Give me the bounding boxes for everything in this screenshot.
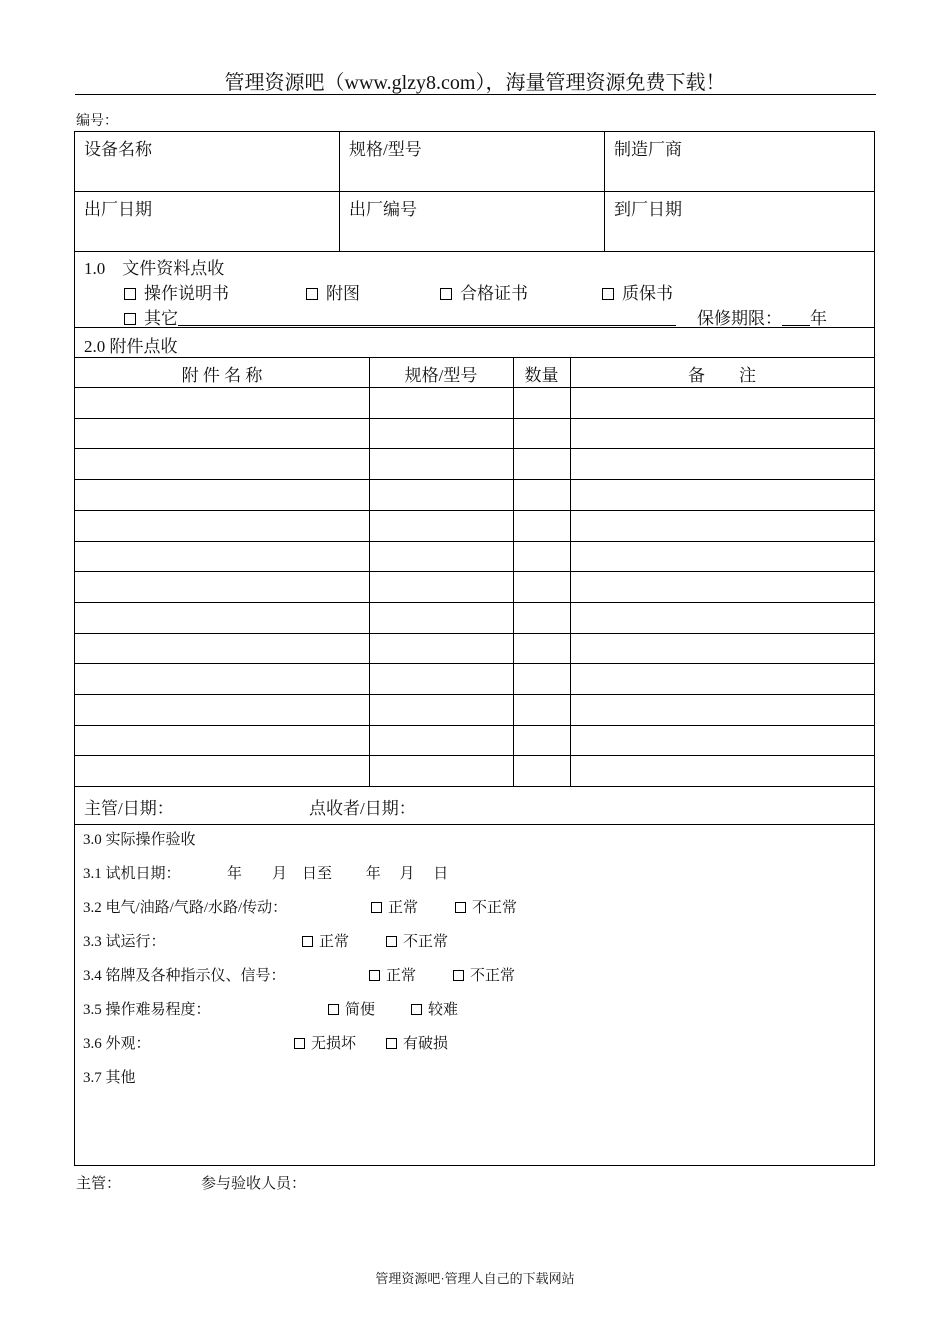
header-divider bbox=[75, 94, 876, 95]
factory-date-label: 出厂日期 bbox=[84, 200, 152, 219]
col-spec-model: 规格/型号 bbox=[404, 366, 478, 385]
attachment-row-divider bbox=[75, 571, 874, 572]
option-other[interactable]: 其它 bbox=[124, 304, 676, 329]
checkbox-icon[interactable] bbox=[453, 970, 464, 981]
equipment-name-label: 设备名称 bbox=[84, 140, 152, 159]
checkbox-icon[interactable] bbox=[369, 970, 380, 981]
info-bottom-divider bbox=[75, 251, 874, 252]
checkbox-icon[interactable] bbox=[328, 1004, 339, 1015]
checkbox-icon[interactable] bbox=[302, 936, 313, 947]
checkbox-icon[interactable] bbox=[386, 936, 397, 947]
checkbox-icon[interactable] bbox=[602, 288, 614, 300]
section-2-bottom-divider bbox=[75, 824, 874, 825]
attachment-row-divider bbox=[75, 541, 874, 542]
item-3-5-label: 3.5 操作难易程度： bbox=[83, 1002, 211, 1018]
attachment-column-divider bbox=[570, 357, 571, 786]
attachment-row-divider bbox=[75, 663, 874, 664]
factory-serial-label: 出厂编号 bbox=[349, 200, 417, 219]
page-footer: 管理资源吧·管理人自己的下载网站 bbox=[375, 1271, 575, 1286]
receiver-date-label: 点收者/日期： bbox=[309, 799, 416, 818]
attachment-row-divider bbox=[75, 479, 874, 480]
option-operation-manual[interactable]: 操作说明书 bbox=[124, 279, 229, 304]
item-3-3-option-normal[interactable]: 正常 bbox=[302, 930, 349, 951]
item-3-2-label: 3.2 电气/油路/气路/水路/传动： bbox=[83, 900, 288, 916]
checkbox-icon[interactable] bbox=[440, 288, 452, 300]
checkbox-icon[interactable] bbox=[294, 1038, 305, 1049]
attachment-row-divider bbox=[75, 755, 874, 756]
page-header-title: 管理资源吧（www.glzy8.com），海量管理资源免费下载！ bbox=[224, 72, 726, 94]
section-2-title: 2.0 附件点收 bbox=[84, 337, 178, 356]
arrival-date-label: 到厂日期 bbox=[614, 200, 682, 219]
section-3-title: 3.0 实际操作验收 bbox=[83, 832, 196, 848]
item-3-2-option-normal[interactable]: 正常 bbox=[371, 896, 418, 917]
attachment-row-divider bbox=[75, 694, 874, 695]
item-3-4-option-normal[interactable]: 正常 bbox=[369, 964, 416, 985]
item-3-2-option-abnormal[interactable]: 不正常 bbox=[455, 896, 517, 917]
section-1-bottom-divider bbox=[75, 327, 874, 328]
option-warranty-doc[interactable]: 质保书 bbox=[602, 279, 673, 304]
col-quantity: 数量 bbox=[524, 366, 559, 385]
inspection-form bbox=[74, 131, 875, 1166]
col-attachment-name: 附 件 名 称 bbox=[181, 366, 263, 385]
item-3-1-date[interactable]: 年 月 日至 年 月 日 bbox=[227, 866, 449, 882]
info-row-divider bbox=[75, 191, 874, 192]
option-certificate[interactable]: 合格证书 bbox=[440, 279, 528, 304]
supervisor-date-label: 主管/日期： bbox=[84, 799, 174, 818]
attachment-row-divider bbox=[75, 510, 874, 511]
checkbox-icon[interactable] bbox=[386, 1038, 397, 1049]
participants-signature-label: 参与验收人员： bbox=[201, 1176, 307, 1192]
warranty-input-line[interactable] bbox=[782, 310, 810, 326]
item-3-4-option-abnormal[interactable]: 不正常 bbox=[453, 964, 515, 985]
spec-model-label: 规格/型号 bbox=[349, 140, 422, 159]
checkbox-icon[interactable] bbox=[411, 1004, 422, 1015]
option-drawings[interactable]: 附图 bbox=[306, 279, 360, 304]
item-3-5-option-hard[interactable]: 较难 bbox=[411, 998, 458, 1019]
supervisor-signature-label: 主管： bbox=[76, 1176, 122, 1192]
section-1-title: 1.0 文件资料点收 bbox=[84, 259, 225, 278]
checkbox-icon[interactable] bbox=[306, 288, 318, 300]
item-3-4-label: 3.4 铭牌及各种指示仪、信号： bbox=[83, 968, 286, 984]
attachment-row-divider bbox=[75, 602, 874, 603]
attachment-column-divider bbox=[513, 357, 514, 786]
checkbox-icon[interactable] bbox=[371, 902, 382, 913]
checkbox-icon[interactable] bbox=[455, 902, 466, 913]
other-input-line[interactable] bbox=[178, 310, 676, 326]
document-number-label: 编号： bbox=[76, 114, 118, 129]
attachments-bottom bbox=[75, 786, 874, 787]
attachment-row-divider bbox=[75, 448, 874, 449]
manufacturer-label: 制造厂商 bbox=[614, 140, 682, 159]
attachment-row-divider bbox=[75, 725, 874, 726]
attachments-header-top bbox=[75, 357, 874, 358]
checkbox-icon[interactable] bbox=[124, 313, 136, 325]
item-3-5-option-easy[interactable]: 简便 bbox=[328, 998, 375, 1019]
item-3-3-label: 3.3 试运行： bbox=[83, 934, 166, 950]
col-remarks: 备 注 bbox=[688, 366, 756, 385]
attachment-column-divider bbox=[369, 357, 370, 786]
attachment-row-divider bbox=[75, 633, 874, 634]
item-3-6-label: 3.6 外观： bbox=[83, 1036, 151, 1052]
checkbox-icon[interactable] bbox=[124, 288, 136, 300]
item-3-6-option-intact[interactable]: 无损坏 bbox=[294, 1032, 356, 1053]
item-3-7-label: 3.7 其他 bbox=[83, 1070, 136, 1086]
item-3-1-label: 3.1 试机日期： bbox=[83, 866, 181, 882]
item-3-6-option-damaged[interactable]: 有破损 bbox=[386, 1032, 448, 1053]
attachments-header-bottom bbox=[75, 387, 874, 388]
warranty-period-field: 保修期限： 年 bbox=[697, 309, 827, 328]
attachment-row-divider bbox=[75, 418, 874, 419]
item-3-3-option-abnormal[interactable]: 不正常 bbox=[386, 930, 448, 951]
